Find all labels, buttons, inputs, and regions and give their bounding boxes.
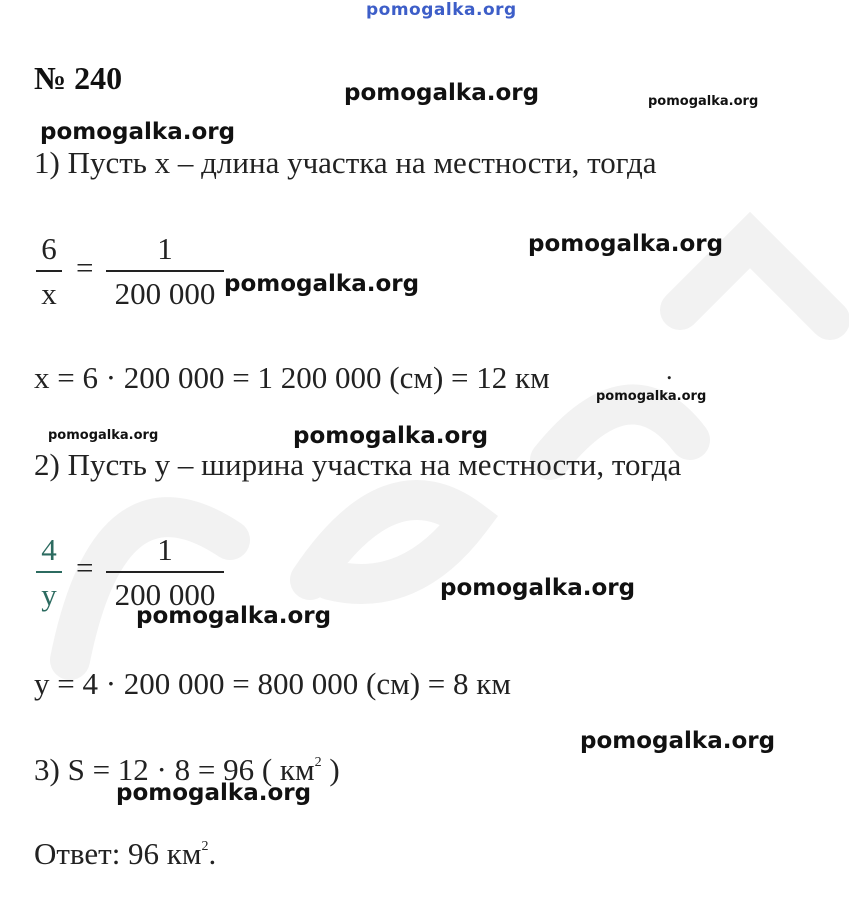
answer-suffix: . — [208, 836, 217, 871]
fraction-numerator: 1 — [157, 231, 173, 266]
step1-equals: = — [76, 250, 94, 285]
step3-area — [34, 754, 340, 785]
watermark: pomogalka.org — [580, 728, 776, 754]
step2-equals: = — [76, 550, 94, 585]
fraction-bar — [36, 571, 62, 573]
watermark: pomogalka.org — [648, 94, 759, 109]
step1-text: 1) Пусть x – длина участка на местности, тогда — [34, 145, 657, 180]
step1-fraction-right — [106, 233, 224, 309]
step2-text: 2) Пусть y – ширина участка на местности, тогда — [34, 447, 682, 482]
step3-exponent: 2 — [314, 755, 322, 770]
fraction-denominator: 200 000 — [114, 577, 216, 612]
watermark: pomogalka.org — [293, 423, 489, 449]
watermark: pomogalka.org — [440, 575, 636, 601]
fraction-denominator: 200 000 — [114, 276, 216, 311]
step1-calculation: x = 6 · 200 000 = 1 200 000 (см) = 12 км — [34, 360, 550, 395]
fraction-numerator: 1 — [157, 532, 173, 567]
answer-prefix: Ответ: 96 км — [34, 836, 202, 871]
watermark: pomogalka.org — [344, 80, 540, 106]
watermark-top[interactable]: pomogalka.org — [366, 0, 517, 20]
step3-suffix: ) — [321, 752, 340, 787]
fraction-bar — [36, 270, 62, 272]
watermark: pomogalka.org — [224, 271, 420, 297]
watermark: pomogalka.org — [48, 428, 159, 443]
fraction-numerator: 4 — [41, 532, 57, 567]
watermark: pomogalka.org — [596, 389, 707, 404]
step2-fraction-left — [36, 534, 62, 610]
fraction-denominator: x — [41, 276, 57, 311]
watermark: pomogalka.org — [136, 603, 332, 629]
stray-dot: . — [666, 356, 673, 385]
step3-prefix: 3) S = 12 · 8 = 96 ( км — [34, 752, 315, 787]
step1-fraction-left — [36, 233, 62, 309]
answer-exponent: 2 — [201, 839, 209, 854]
problem-number: № 240 — [34, 60, 123, 96]
watermark: pomogalka.org — [116, 780, 312, 806]
fraction-bar — [106, 270, 224, 272]
fraction-denominator: y — [41, 577, 57, 612]
fraction-bar — [106, 571, 224, 573]
fraction-numerator: 6 — [41, 231, 57, 266]
watermark: pomogalka.org — [528, 231, 724, 257]
step2-fraction-right — [106, 534, 224, 610]
answer-line — [34, 838, 216, 869]
watermark: pomogalka.org — [40, 119, 236, 145]
step2-calculation: y = 4 · 200 000 = 800 000 (см) = 8 км — [34, 666, 511, 701]
